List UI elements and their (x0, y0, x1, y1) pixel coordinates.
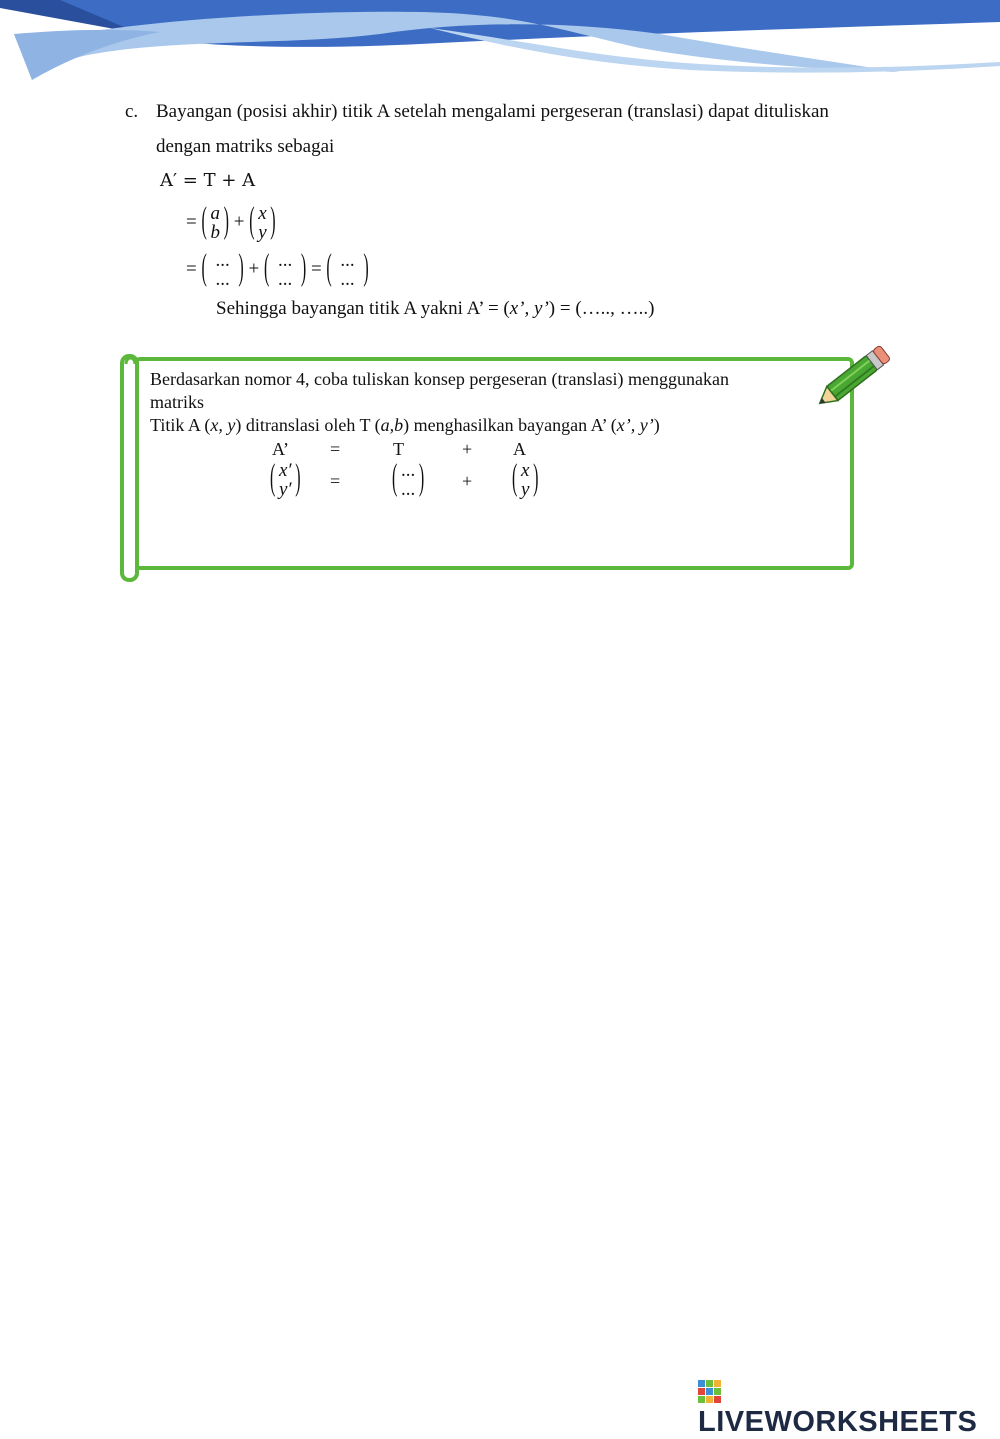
item-c-text-line2: dengan matriks sebagai (156, 136, 335, 157)
matrix-point-xy (249, 204, 275, 242)
concept-box-line3 (150, 414, 830, 437)
header-t: T (393, 439, 404, 459)
line3-xy: x, y (210, 415, 236, 435)
matrix-cell: b (210, 222, 220, 243)
row-plus: + (462, 471, 473, 491)
blank-cell[interactable]: ... (401, 479, 416, 500)
equals-sign: = (310, 258, 322, 280)
matrix-cell: y (521, 479, 530, 500)
plus-sign: + (233, 211, 245, 233)
matrix-cell: y′ (279, 479, 292, 500)
line3-text: ) (653, 415, 660, 435)
matrix-translation-ab (201, 204, 229, 242)
header-plus: + (462, 439, 473, 459)
logo-text: LIVEWORKSHEETS (698, 1406, 978, 1438)
conclusion-xy: x’, y’ (509, 298, 549, 319)
conclusion-answer-blank[interactable]: ) = (….., …..) (548, 298, 655, 319)
line3-text: ) ditranslasi oleh T ( (235, 415, 381, 435)
concept-box-line2: matriks (150, 392, 204, 412)
matrix-a (512, 461, 538, 499)
matrix-xy (512, 461, 538, 499)
conclusion-text: Sehingga bayangan titik A yakni A’ = ( (216, 298, 510, 319)
matrix-blank-point (264, 251, 306, 289)
matrix-cell: ( x′ (279, 460, 292, 481)
matrix-cell: ( a (210, 203, 220, 224)
item-marker: c. (125, 101, 139, 122)
matrix-blank-translation (201, 251, 243, 289)
concept-box-line1: Berdasarkan nomor 4, coba tuliskan konsep pergeseran (translasi) menggunakan (150, 369, 729, 389)
matrix-cell: y (258, 222, 267, 243)
equals-sign: = (186, 211, 197, 233)
header-a-prime: A’ (272, 439, 289, 459)
line3-text: Titik A ( (150, 415, 211, 435)
equals-sign: = (186, 258, 197, 280)
matrix-cell: ( x (521, 460, 530, 481)
matrix-blank-result (326, 251, 368, 289)
conclusion-line (216, 298, 654, 320)
blank-cell[interactable]: ( ... (277, 250, 293, 271)
matrix-cell: ( x (258, 203, 267, 224)
plus-sign: + (248, 258, 260, 280)
equation-matrix-symbolic (186, 204, 276, 242)
blank-cell[interactable]: ... (277, 269, 293, 290)
matrix-x-prime-y-prime (270, 461, 301, 499)
blank-cell[interactable]: ( ... (215, 250, 230, 271)
blank-cell[interactable]: ( ... (340, 250, 355, 271)
logo-icon (698, 1378, 722, 1406)
blank-cell[interactable]: ... (215, 269, 230, 290)
matrix-t-blank (392, 461, 424, 499)
liveworksheets-logo (698, 1378, 1000, 1439)
line3-xy-prime: x’, y’ (616, 415, 654, 435)
row-equals: = (330, 471, 341, 491)
header-wave-banner (0, 0, 1000, 90)
line3-ab: a,b (380, 415, 404, 435)
header-a: A (513, 439, 526, 459)
header-equals: = (330, 439, 341, 459)
line3-text: ) menghasilkan bayangan A’ ( (403, 415, 617, 435)
blank-cell[interactable]: ... (340, 269, 355, 290)
equation-translation-formula: A′ = T + A (160, 170, 256, 191)
matrix-t (392, 461, 424, 499)
item-c-text-line1: Bayangan (posisi akhir) titik A setelah mengalami pergeseran (translasi) dapat dituliskan (156, 101, 829, 122)
blank-cell[interactable]: ( ... (401, 460, 416, 481)
matrix-a-prime (270, 461, 301, 499)
equation-matrix-blank (186, 251, 369, 289)
